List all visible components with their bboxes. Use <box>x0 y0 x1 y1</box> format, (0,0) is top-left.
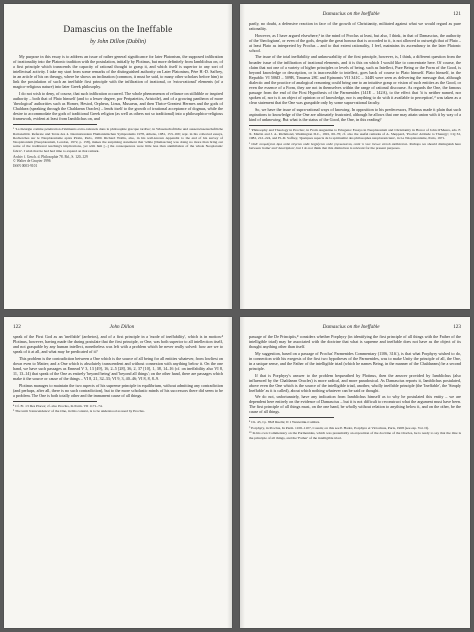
footnote: ⁹ Porphyry, in Proclus, In Parm. 1106–1107, Cousin; on this see P. Hadot, Porphyre et Victorinus, Paris, 1968 (see esp. Vol. II). <box>249 425 429 430</box>
page-content <box>249 11 461 304</box>
journal-citation: Archiv f. Gesch. d. Philosophie 78. Bd., S. 120–129 © Walter de Gruyter 1996 ISSN 0003-9101 <box>13 154 88 168</box>
body-text <box>249 21 461 122</box>
page-number: 121 <box>453 11 461 17</box>
paragraph: passage of the De Principiis,⁸ considers whether Porphyry (in identifying the first principle of all things with the Father of the intelligible triad) may be associated with the doctrine that what is supreme and ineffable does not have as the object of its thought anything other than itself. <box>249 334 461 350</box>
running-head-title: John Dillon <box>109 324 135 330</box>
paragraph: This problem is the contradiction between a One which is the source of all being for all entities whatever, from lowliest on down even to Matter; and a One which is absolutely transcendent and without connexion with anything below it. On the one hand, we have such passages as Ennead V 3, 13 [49], 16, 2–5 [28], 36, 2, 37 [10], 1, 38, 14–16 (cf. on ineffability also VI 8, 11, 13–14) that speak of the One as entirely 'beyond being' and 'beyond all things'; on the other hand, there are passages which make it the source or cause of the things – VI 8, 21, 32–33; VI 9, 3, 40–46; VI 8, 8, 8–9. <box>13 355 223 381</box>
paragraph: I do not wish to deny, of course, that such infiltration occurred. The whole phenomenon of reliance on stilldible or inspired authority – both that of Plato himself (and to a lesser degree, por Peripatetics, Aristotle), and of a growing pantheon of more 'theological' authorities such as Homer, Hesiod, Orpheus, Linus, Musaeus, and then Thrice-Greatest Hermes and the gods of Chaldaea (speaking through the Chaldaean Oracles) – lends itself to the growth of irrational acceptance of dogmas, while the desire to accommodate the gods of traditional Greek religion (as well as others not so traditional) into a philosophico-religious framework, evident at least from Iamblichus on, and <box>13 90 223 122</box>
paragraph: If that is Porphyry's answer to the problem bequeathed by Plotinus, then the answer provided by Iamblichus (also influenced by the Chaldaean Oracles) is more radical, and more paradoxical. As Damascius reports it, Iamblichus postulated, above even the One which is the source of the intelligible triad, another, wholly ineffable principle (the 'Ineffable', the 'Simply Ineffable' as it is called), about which nothing whatever can be said or thought. <box>249 372 461 393</box>
page-122 <box>4 317 232 628</box>
gutter-shadow <box>227 4 232 309</box>
article-author: by John Dillon (Dublin) <box>90 39 146 45</box>
body-text <box>13 54 223 121</box>
footnote: ² 'Philosophy and Theology in Proclus', in From Augustine to Eriugena: Essays in Neoplatonism and Christianity in Honor of John O'Meara, eds. F. X. Martin and J. A. Richmond, Washington D.C., 1991, 66–76; cf. also the useful remarks of A. Sheppard, 'Proclus' Attitude to Theurgy', CQ 32, 1982, 212–224, and H.-D. Saffrey, 'Quelques aspects de la spiritualité des philosophes néoplatoniciens', in Le Néoplatonisme, Paris, 1971. <box>249 127 461 141</box>
running-head <box>13 324 223 330</box>
paragraph: The issue of the total ineffability and unknowability of the first principle, however, is, I think, a different question from the broader issue of the infiltration of irrational elements, and it is this on which I would like to concentrate here. Of course, the claim that not one of a variety of higher principles or levels of being, such as Intellect, Pure Being or the Form of the Good, is beyond knowledge or description, or is inaccessible to intellect, goes back of course to Plato himself. Plato himself, in the Republic VI 506D – 509B, Timaeus 28C and Epinomis VII 341C – 344B were seen as delivering the message that, although dialectic and the practice of analogical reasoning could bring one to an intuitive grasp or vision of such entities as the Good, or even the essence of a Form, they are not in themselves within the range of rational discourse. As regards the One, the famous passage from the end of the First Hypothesis of the Parmenides (141E – 142A), to the effect that 'it is neither named, nor spoken of, nor is it an object of opinion or of knowledge, nor is anything to do with it available to perception',³ was taken as a clear statement that the One was graspable only by some supra-rational faculty. <box>249 54 461 105</box>
footnotes <box>249 420 461 440</box>
page-120 <box>4 4 232 309</box>
article-title: Damascius on the Ineffable <box>63 25 173 35</box>
footnote: ⁵ The term 'transcendence' of the One, in this context, is to be understood as used by Proclus. <box>13 409 145 414</box>
paragraph: My suggestion, based on a passage of Proclus' Parmenides Commentary (1106, 31ff.), is that what Porphyry wished to do, in connection with his exegesis of the first two hypotheses of the Parmenides, was to make Unity the principle of all, the One, in a unique sense, and the Father of the intelligible triad (which he names Being, in the manner of the Chaldaeans) be a second principle. <box>249 350 461 371</box>
gutter-shadow <box>227 317 232 628</box>
running-head <box>249 324 461 330</box>
page-121 <box>240 4 470 309</box>
footnote: ¹⁰ In his own Commentary on the Parmenides, which was presumably an exposition of the doctrine of the Oracles, he is ready to say that the One is the principle of all things, and the 'Father' of the intelligible triad. <box>249 431 461 440</box>
running-head <box>249 11 461 17</box>
paragraph: However, as I have argued elsewhere,² in the mind of Proclus at least, but also, I think, in that of Damascius, the authority of the 'theologians', or even of the gods, despite the great honour that is accorded to it, is not allowed to outweigh that of Plato – at least Plato as interpreted by Proclus – and to that extent rationality, I feel, maintains its ascendancy in the later Platonic school. <box>249 32 461 53</box>
paragraph: speak of the First God as an 'ineffable' (arrhetos), and of a first principle in a 'mode of ineffability', which is in motion.⁴ Plotinus, however, having made the daring postulate that the first principle, or One, was both superior to all intellection itself, and not graspable by any human intellect, nonetheless was left with a problem which he never really solved: how are we to speak of it at all, and what may be predicated of it? <box>13 334 223 355</box>
footnote-divider <box>13 401 97 402</box>
page-content <box>249 324 461 623</box>
paragraph: My purpose in this essay is to address an issue of rather general significance for later Platonism, the supposed infiltration of irrationality into the Platonic tradition with the postulation, initially by Plotinus, but more definitely from Iamblichus on, of a first principle which transcends the capacity of rational thought to grasp it, and which itself is superior to any sort of intellectual activity. I take my start from some remarks of the distinguished authority on Later Platonism, Père H.-D. Saffrey, in an article of his on theurgy, where he shows an inclination (common, it must be said, to many other scholars before him) to link the postulation of such an ineffable first principle with the infiltration of irrational, or 'extra-rational' elements (of a magico-religious nature) into later Greek philosophy. <box>13 54 223 90</box>
gutter-shadow <box>240 4 245 309</box>
footnotes <box>13 404 223 414</box>
footnote: ⁸ Ch. 43, I p. 86.8 Ruelle; II 1 Westerink-Combès. <box>249 420 321 425</box>
paragraph: So, we have the issue of supra-rational ways of knowing. In opposition to his predecessors, Plotinus made it plain that such aspirations to knowledge of the One are ultimately frustrated, although he allows that one may attain union with it by way of a kind of unknowing. But what is the status of the Good, the One, in this reading? <box>249 106 461 122</box>
page-content <box>13 11 223 304</box>
footnote-divider <box>249 125 334 126</box>
gutter-shadow <box>240 317 245 628</box>
footnote: ¹ 'La théurgie comme pénétration d'éléments extra-rationels dans la philosophie grecque tardive', in Wissenschaftliche und ausserwissenschaftliche Rationalität. Referate und Texte des 4. Internationalen Humanistischen Symposiums 1978, Athens, 1981, 153–169; repr. in his collected essays, Recherches sur le Néoplatonisme après Plotin, Paris, 1990. Richard Wallis, also, in his well-known Appendix to the end of his survey of Neoplatonism (Neoplatonism, London, 1972, p. 158), makes the surprising statement that 'while [Damascius] was doing no more than bring out some of the traditional teaching's implications, yet with him [...] the consequences were little less than annihilation of the whole Neoplatonic fabric'. I wish that he had had time to expand on that remark. <box>13 127 223 153</box>
paragraph: We do not, unfortunately, have any indication from Iamblichus himself as to why he postulated this entity – we are dependent here entirely on the evidence of Damascius – but it is not difficult to reconstruct what the argument must have been. The first principle of all things must, on the one hand, be wholly without relation to anything below it, and on the other, be the cause of all things. <box>249 394 461 415</box>
body-text <box>249 334 461 414</box>
running-head-title: Damascius on the Ineffable <box>322 324 380 330</box>
paragraph: partly, no doubt, a defensive reaction in face of the growth of Christianity, militated against what we would regard as pure rationality. <box>249 21 461 32</box>
footnote: ³ Οὐδ' ὀνομάζεται ἄρα οὐδὲ λέγεται οὐδὲ δοξάζεται οὐδὲ γιγνώσκεται, οὐδέ τι τῶν ὄντων αὐτοῦ αἰσθάνεται. Perhaps we should distinguish here between 'name' and 'description', but I do not think that this distinction is relevant for the present purposes. <box>249 141 461 151</box>
page-123 <box>240 317 470 628</box>
footnote-divider <box>13 124 97 125</box>
footnotes <box>13 127 223 153</box>
body-text <box>13 334 223 398</box>
footnote-divider <box>249 417 334 418</box>
footnote: ⁴ Cf. Fr. 13 Des Places; cf. also Proclus, In Parm. VII 1171–74. <box>13 403 103 408</box>
paragraph: Plotinus manages to maintain the two aspects of his supreme principle in equilibrium, without admitting any contradiction (and perhaps, after all, there is no such contradiction), but to the more scholastic minds of his successors there did seem to be a problem. The One is both totally other and the immanent cause of all things. <box>13 382 223 398</box>
page-number: 123 <box>453 324 461 330</box>
page-content <box>13 324 223 623</box>
running-head-title: Damascius on the Ineffable <box>322 11 380 17</box>
footnotes <box>249 128 461 151</box>
page-number: 122 <box>13 324 21 330</box>
